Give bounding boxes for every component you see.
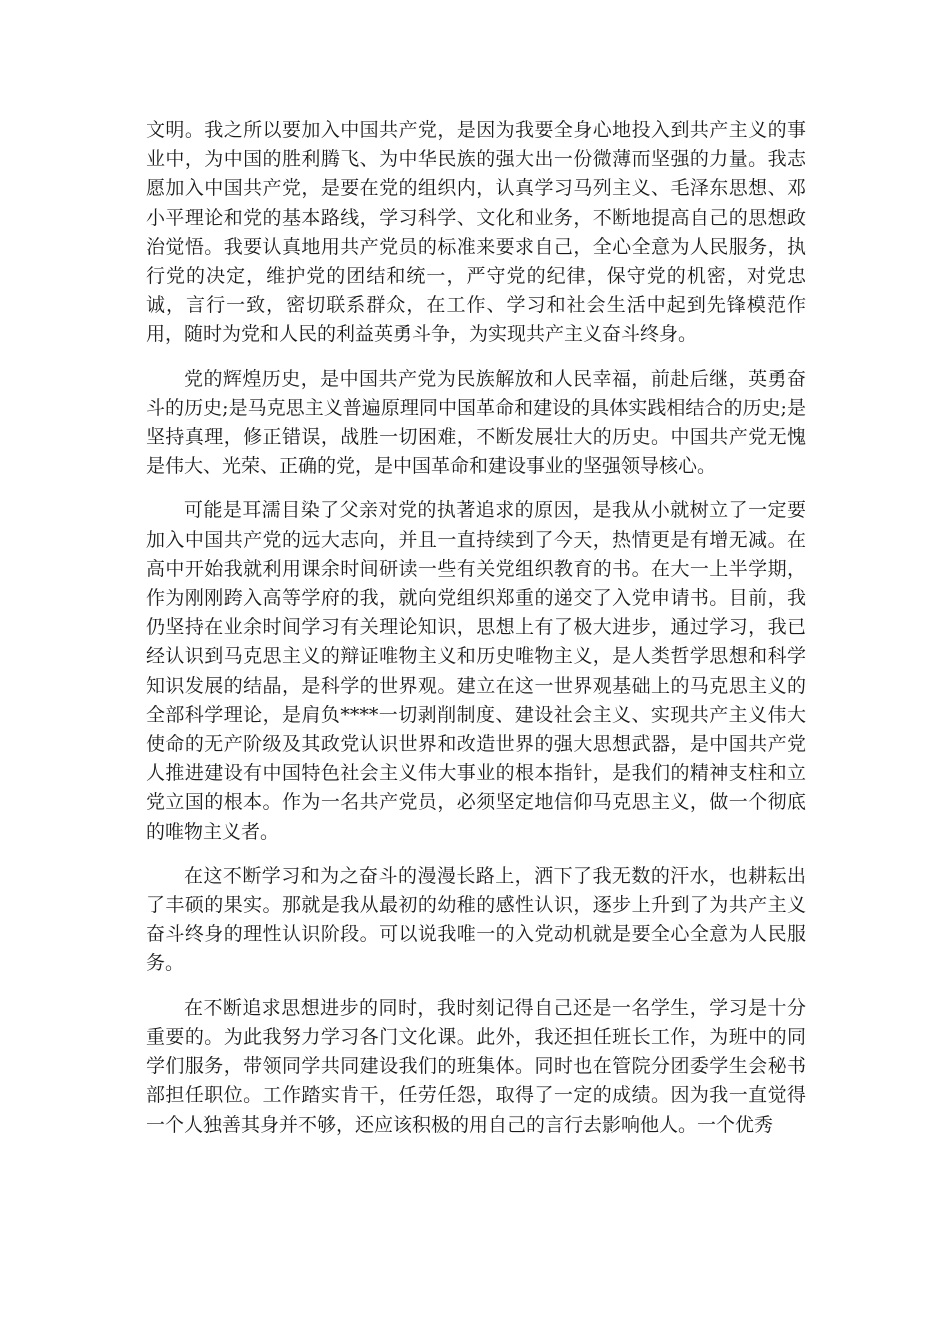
document-body [146, 116, 806, 1155]
paragraph-5: 在不断追求思想进步的同时，我时刻记得自己还是一名学生，学习是十分重要的。为此我努力学习各门文化课。此外，我还担任班长工作，为班中的同学们服务，带领同学共同建设我们的班集体。同时也在管院分团委学生会秘书部担任职位。工作踏实肯干，任劳任怨，取得了一定的成绩。因为我一直觉得一个人独善其身并不够，还应该积极的用自己的言行去影响他人。一个优秀 [146, 996, 806, 1136]
paragraph-1: 文明。我之所以要加入中国共产党，是因为我要全身心地投入到共产主义的事业中，为中国的胜利腾飞、为中华民族的强大出一份微薄而坚强的力量。我志愿加入中国共产党，是要在党的组织内，认真学习马列主义、毛泽东思想、邓小平理论和党的基本路线，学习科学、文化和业务，不断地提高自己的思想政治觉悟。我要认真地用共产党员的标准来要求自己，全心全意为人民服务，执行党的决定，维护党的团结和统一，严守党的纪律，保守党的机密，对党忠诚，言行一致，密切联系群众，在工作、学习和社会生活中起到先锋模范作用，随时为党和人民的利益英勇斗争，为实现共产主义奋斗终身。 [146, 119, 806, 346]
paragraph-2: 党的辉煌历史，是中国共产党为民族解放和人民幸福，前赴后继，英勇奋斗的历史;是马克思主义普遍原理同中国革命和建设的具体实践相结合的历史;是坚持真理，修正错误，战胜一切困难，不断发展壮大的历史。中国共产党无愧是伟大、光荣、正确的党，是中国革命和建设事业的坚强领导核心。 [146, 367, 806, 478]
paragraph-3: 可能是耳濡目染了父亲对党的执著追求的原因，是我从小就树立了一定要加入中国共产党的远大志向，并且一直持续到了今天，热情更是有增无减。在高中开始我就利用课余时间研读一些有关党组织教育的书。在大一上半学期，作为刚刚跨入高等学府的我，就向党组织郑重的递交了入党申请书。目前，我仍坚持在业余时间学习有关理论知识，思想上有了极大进步，通过学习，我已经认识到马克思主义的辩证唯物主义和历史唯物主义，是人类哲学思想和科学知识发展的结晶，是科学的世界观。建立在这一世界观基础上的马克思主义的全部科学理论，是肩负****一切剥削制度、建设社会主义、实现共产主义伟大使命的无产阶级及其政党认识世界和改造世界的强大思想武器，是中国共产党人推进建设有中国特色社会主义伟大事业的根本指针，是我们的精神支柱和立党立国的根本。作为一名共产党员，必须坚定地信仰马克思主义，做一个彻底的唯物主义者。 [146, 499, 806, 843]
paragraph-4: 在这不断学习和为之奋斗的漫漫长路上，洒下了我无数的汗水，也耕耘出了丰硕的果实。那就是我从最初的幼稚的感性认识，逐步上升到了为共产主义奋斗终身的理性认识阶段。可以说我唯一的入党动机就是要全心全意为人民服务。 [146, 864, 806, 975]
